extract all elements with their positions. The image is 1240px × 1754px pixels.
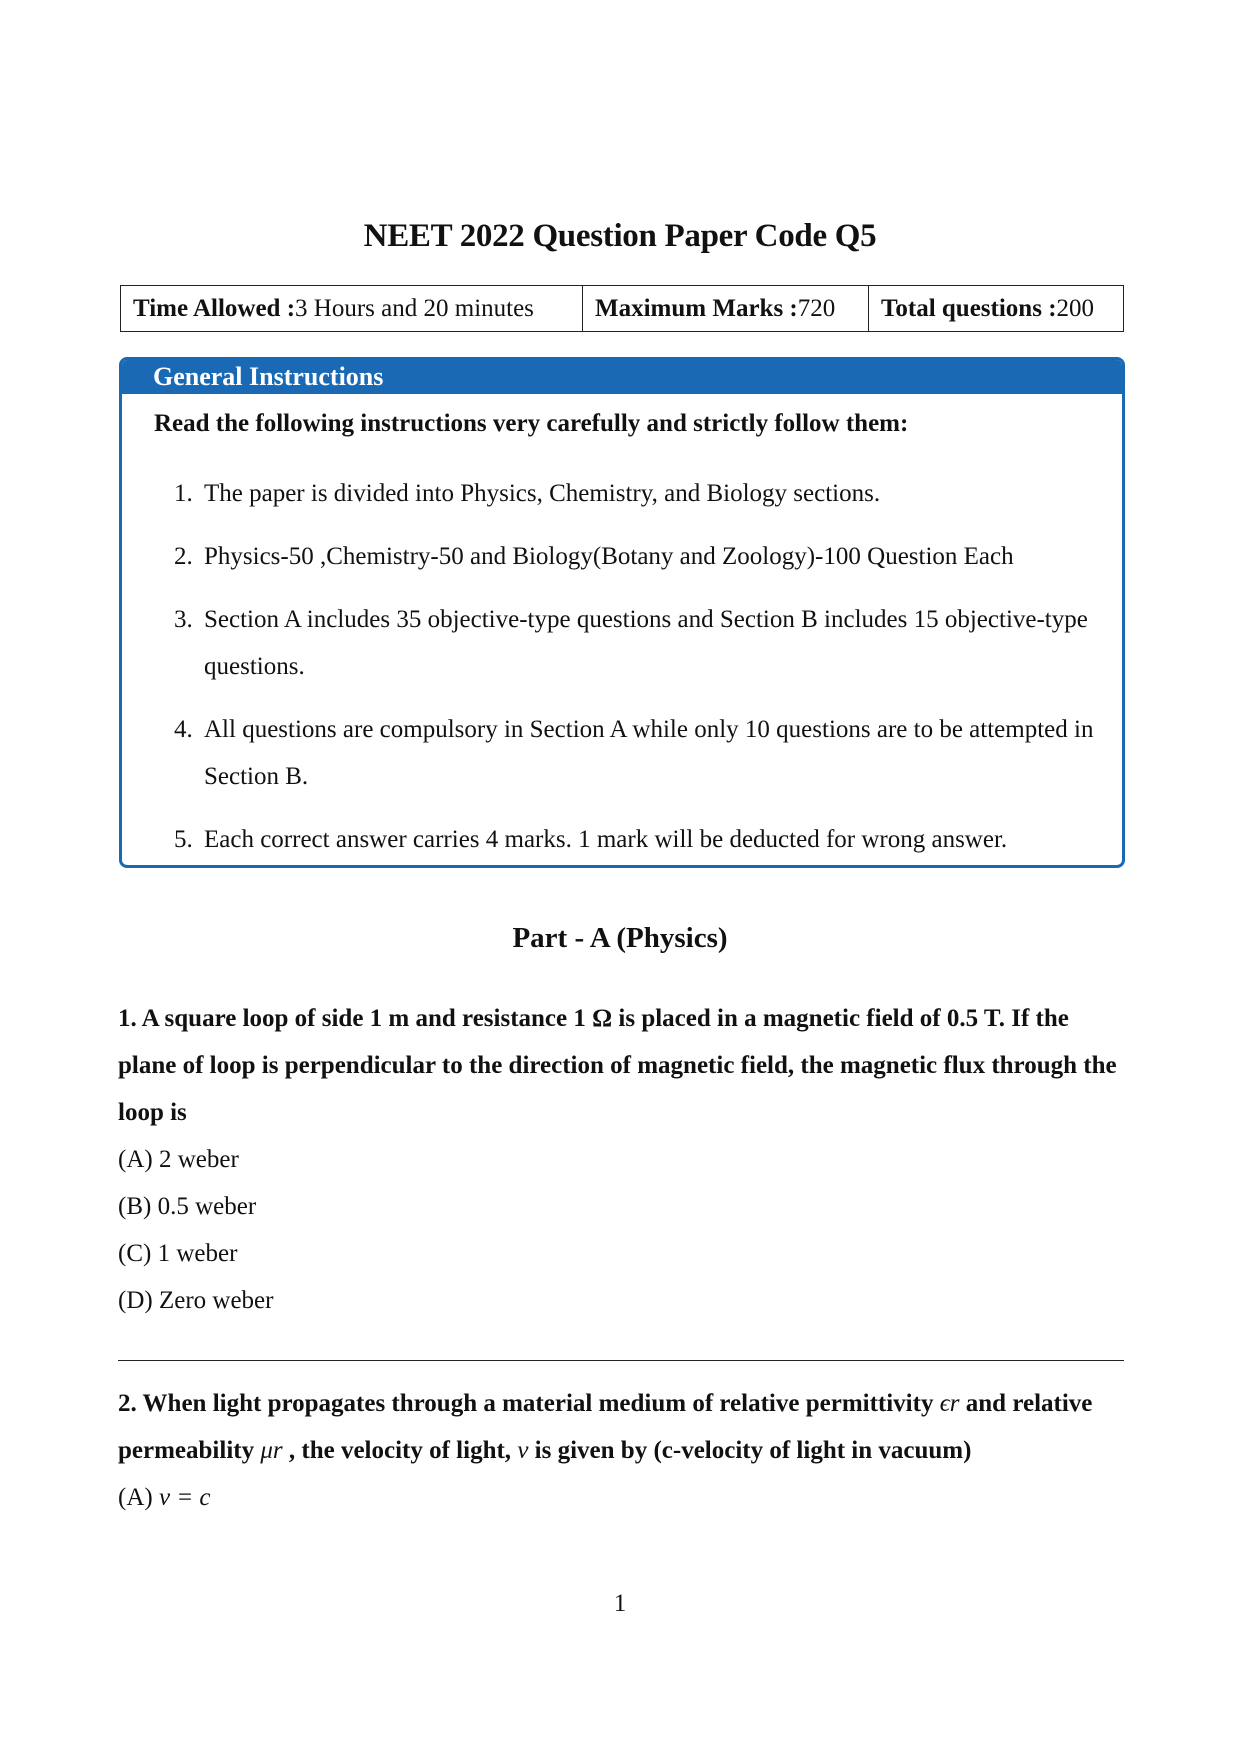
instruction-text: Each correct answer carries 4 marks. 1 mark will be deducted for wrong answer. <box>204 826 1008 853</box>
question-divider <box>118 1360 1124 1361</box>
question-2 <box>118 1380 1128 1521</box>
exam-meta-table <box>120 285 1124 332</box>
maximum-marks-label: Maximum Marks : <box>595 294 798 322</box>
instruction-number: 1. <box>174 480 193 507</box>
instruction-number: 4. <box>174 716 193 743</box>
instruction-text: All questions are compulsory in Section A while only 10 questions are to be attempted in Section B. <box>204 716 1094 790</box>
instruction-text: The paper is divided into Physics, Chemistry, and Biology sections. <box>204 480 881 507</box>
instruction-item <box>174 816 1094 863</box>
question-stem <box>118 1380 1128 1474</box>
instruction-item <box>174 533 1094 580</box>
page-number: 1 <box>613 1590 627 1617</box>
instruction-text: Physics-50 ,Chemistry-50 and Biology(Botany and Zoology)-100 Question Each <box>204 543 1014 570</box>
total-questions-cell <box>869 286 1123 331</box>
page-title: NEET 2022 Question Paper Code Q5 <box>363 218 877 254</box>
stem-text: , the velocity of light, <box>282 1437 518 1464</box>
maximum-marks-value: 720 <box>797 294 836 322</box>
option-c: (C) 1 weber <box>118 1240 238 1267</box>
instructions-list <box>174 470 1094 868</box>
instruction-number: 3. <box>174 606 193 633</box>
instruction-item <box>174 470 1094 517</box>
nu-symbol: ν <box>517 1437 529 1464</box>
instruction-item <box>174 596 1094 690</box>
question-stem: 1. A square loop of side 1 m and resistance 1 Ω is placed in a magnetic field of 0.5 T. If the plane of loop is perpendicular to the direction of magnetic field, the magnetic flux through the loop is <box>118 1005 1117 1126</box>
question-1 <box>118 995 1128 1324</box>
total-questions-label: Total questions : <box>881 294 1057 322</box>
time-allowed-label: Time Allowed : <box>133 294 296 322</box>
stem-text: 2. When light propagates through a material medium of relative permittivity <box>118 1390 940 1417</box>
stem-text: and relative permeability <box>118 1390 1093 1464</box>
general-instructions-box <box>119 357 1125 868</box>
section-title: Part - A (Physics) <box>512 922 728 954</box>
instruction-number: 2. <box>174 543 193 570</box>
time-allowed-value: 3 Hours and 20 minutes <box>295 294 534 322</box>
option-label: (A) <box>118 1484 159 1511</box>
mu-symbol: μr <box>260 1437 283 1464</box>
instruction-text: Section A includes 35 objective-type questions and Section B includes 15 objective-type questions. <box>204 606 1088 680</box>
option-d: (D) Zero weber <box>118 1287 274 1314</box>
instructions-lead: Read the following instructions very carefully and strictly follow them: <box>154 410 909 437</box>
option-a <box>118 1474 1128 1521</box>
instructions-heading: General Instructions <box>122 360 1122 394</box>
maximum-marks-cell <box>583 286 869 331</box>
time-allowed-cell <box>121 286 583 331</box>
epsilon-symbol: ϵr <box>939 1390 960 1417</box>
instruction-number: 5. <box>174 826 193 853</box>
option-math: ν = c <box>158 1484 211 1511</box>
option-b: (B) 0.5 weber <box>118 1193 257 1220</box>
total-questions-value: 200 <box>1056 294 1095 322</box>
option-a: (A) 2 weber <box>118 1146 239 1173</box>
stem-text: is given by (c-velocity of light in vacuum) <box>528 1437 972 1464</box>
instruction-item <box>174 706 1094 800</box>
